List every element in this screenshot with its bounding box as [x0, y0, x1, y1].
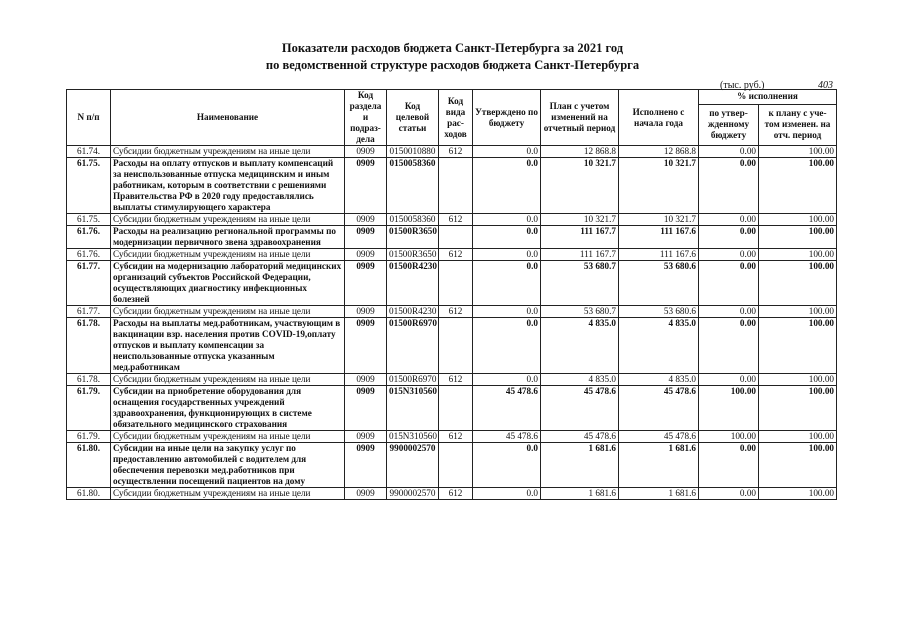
table-row [67, 374, 837, 386]
row-pct-approved: 0.00 [699, 158, 759, 214]
row-target-code: 01500R3650 [387, 249, 439, 261]
row-number: 61.76. [67, 226, 111, 249]
row-number: 61.79. [67, 386, 111, 431]
row-section-code: 0909 [345, 158, 387, 214]
row-approved: 45 478.6 [473, 431, 541, 443]
row-pct-plan: 100.00 [759, 488, 837, 500]
row-executed: 4 835.0 [619, 318, 699, 374]
row-name: Субсидии бюджетным учреждениям на иные цели [111, 488, 345, 500]
row-number: 61.80. [67, 443, 111, 488]
row-pct-approved: 100.00 [699, 431, 759, 443]
row-executed: 1 681.6 [619, 443, 699, 488]
row-pct-plan: 100.00 [759, 261, 837, 306]
row-number: 61.76. [67, 249, 111, 261]
row-pct-approved: 0.00 [699, 443, 759, 488]
row-type-code [439, 158, 473, 214]
row-section-code: 0909 [345, 374, 387, 386]
row-name: Расходы на реализацию региональной программы по модернизации первичного звена здравоохранения [111, 226, 345, 249]
row-section-code: 0909 [345, 214, 387, 226]
row-plan: 111 167.7 [541, 249, 619, 261]
header-pct-approved: по утвер-жденному бюджету [699, 104, 759, 145]
row-number: 61.78. [67, 374, 111, 386]
row-section-code: 0909 [345, 386, 387, 431]
row-pct-plan: 100.00 [759, 386, 837, 431]
row-pct-approved: 0.00 [699, 226, 759, 249]
row-section-code: 0909 [345, 261, 387, 306]
row-pct-approved: 100.00 [699, 386, 759, 431]
row-pct-approved: 0.00 [699, 374, 759, 386]
row-name: Субсидии бюджетным учреждениям на иные цели [111, 431, 345, 443]
row-pct-approved: 0.00 [699, 306, 759, 318]
row-approved: 0.0 [473, 226, 541, 249]
row-pct-approved: 0.00 [699, 249, 759, 261]
table-row [67, 318, 837, 374]
row-pct-plan: 100.00 [759, 306, 837, 318]
row-number: 61.77. [67, 261, 111, 306]
table-row [67, 386, 837, 431]
row-number: 61.78. [67, 318, 111, 374]
table-row [67, 443, 837, 488]
row-plan: 1 681.6 [541, 488, 619, 500]
row-type-code [439, 226, 473, 249]
row-type-code [439, 443, 473, 488]
row-type-code: 612 [439, 306, 473, 318]
row-section-code: 0909 [345, 431, 387, 443]
row-type-code: 612 [439, 431, 473, 443]
row-executed: 111 167.6 [619, 249, 699, 261]
row-target-code: 01500R4230 [387, 306, 439, 318]
row-executed: 111 167.6 [619, 226, 699, 249]
row-section-code: 0909 [345, 306, 387, 318]
row-executed: 45 478.6 [619, 431, 699, 443]
header-section: Код раздела и подраз-дела [345, 90, 387, 146]
row-plan: 111 167.7 [541, 226, 619, 249]
row-approved: 0.0 [473, 261, 541, 306]
row-name: Субсидии на модернизацию лабораторий медицинских организаций субъектов Российской Федерации, осуществляющих диагностику инфекционных болезней [111, 261, 345, 306]
page-number: 403 [818, 80, 833, 91]
row-pct-plan: 100.00 [759, 158, 837, 214]
row-executed: 1 681.6 [619, 488, 699, 500]
header-num: N п/п [67, 90, 111, 146]
document-subtitle: по ведомственной структуре расходов бюджета Санкт-Петербурга [265, 58, 640, 72]
row-type-code: 612 [439, 488, 473, 500]
row-pct-plan: 100.00 [759, 431, 837, 443]
document-title: Показатели расходов бюджета Санкт-Петербурга за 2021 год [281, 41, 624, 55]
row-type-code [439, 386, 473, 431]
row-executed: 4 835.0 [619, 374, 699, 386]
header-executed: Исполнено с начала года [619, 90, 699, 146]
table-row [67, 214, 837, 226]
row-plan: 53 680.7 [541, 306, 619, 318]
row-number: 61.74. [67, 146, 111, 158]
header-name: Наименование [111, 90, 345, 146]
row-name: Расходы на оплату отпусков и выплату компенсаций за неиспользованные отпуска медицинским и иным работникам, которым в соответствии с решениями Правительства РФ в 2020 году предоставлялись выплаты стимулирующего характера [111, 158, 345, 214]
row-name: Субсидии бюджетным учреждениям на иные цели [111, 306, 345, 318]
row-number: 61.77. [67, 306, 111, 318]
row-pct-plan: 100.00 [759, 249, 837, 261]
row-plan: 10 321.7 [541, 158, 619, 214]
header-approved: Утверждено по бюджету [473, 90, 541, 146]
header-plan: План с учетом изменений на отчетный период [541, 90, 619, 146]
row-name: Расходы на выплаты мед.работникам, участвующим в вакцинации взр. населения против COVID-19,оплату отпусков и выплату компенсации за неиспользованные отпуска указанным мед.работникам [111, 318, 345, 374]
table-row [67, 431, 837, 443]
header-type: Код вида рас-ходов [439, 90, 473, 146]
row-target-code: 015N310560 [387, 431, 439, 443]
row-name: Субсидии на приобретение оборудования для оснащения государственных учреждений здравоохранения, функционирующих в системе обязательного медицинского страхования [111, 386, 345, 431]
row-approved: 0.0 [473, 214, 541, 226]
row-approved: 0.0 [473, 158, 541, 214]
row-approved: 0.0 [473, 443, 541, 488]
row-target-code: 9900002570 [387, 443, 439, 488]
row-pct-plan: 100.00 [759, 443, 837, 488]
row-plan: 10 321.7 [541, 214, 619, 226]
row-plan: 45 478.6 [541, 431, 619, 443]
row-pct-approved: 0.00 [699, 146, 759, 158]
row-executed: 53 680.6 [619, 261, 699, 306]
table-row [67, 146, 837, 158]
row-target-code: 9900002570 [387, 488, 439, 500]
row-plan: 1 681.6 [541, 443, 619, 488]
row-target-code: 01500R6970 [387, 374, 439, 386]
row-pct-approved: 0.00 [699, 214, 759, 226]
units-label: (тыс. руб.) [720, 80, 765, 91]
row-pct-approved: 0.00 [699, 261, 759, 306]
row-section-code: 0909 [345, 443, 387, 488]
row-target-code: 015N310560 [387, 386, 439, 431]
row-name: Субсидии на иные цели на закупку услуг по предоставлению автомобилей с водителем для обеспечения перевозки мед.работников при осуществлении посещений пациентов на дому [111, 443, 345, 488]
table-row [67, 226, 837, 249]
row-pct-approved: 0.00 [699, 318, 759, 374]
row-plan: 4 835.0 [541, 374, 619, 386]
header-target: Код целевой статьи [387, 90, 439, 146]
row-pct-plan: 100.00 [759, 146, 837, 158]
row-approved: 0.0 [473, 318, 541, 374]
row-plan: 45 478.6 [541, 386, 619, 431]
row-target-code: 01500R4230 [387, 261, 439, 306]
row-executed: 45 478.6 [619, 386, 699, 431]
row-target-code: 01500R6970 [387, 318, 439, 374]
row-type-code [439, 261, 473, 306]
table-row [67, 249, 837, 261]
row-approved: 0.0 [473, 146, 541, 158]
row-section-code: 0909 [345, 318, 387, 374]
row-approved: 0.0 [473, 249, 541, 261]
row-executed: 53 680.6 [619, 306, 699, 318]
row-number: 61.79. [67, 431, 111, 443]
table-row [67, 261, 837, 306]
table-row [67, 488, 837, 500]
row-executed: 10 321.7 [619, 158, 699, 214]
row-executed: 12 868.8 [619, 146, 699, 158]
row-pct-plan: 100.00 [759, 226, 837, 249]
row-approved: 45 478.6 [473, 386, 541, 431]
table-body [67, 146, 837, 500]
row-type-code [439, 318, 473, 374]
row-pct-plan: 100.00 [759, 374, 837, 386]
row-name: Субсидии бюджетным учреждениям на иные цели [111, 249, 345, 261]
row-type-code: 612 [439, 249, 473, 261]
header-pct-group: % исполнения [699, 90, 837, 105]
row-plan: 4 835.0 [541, 318, 619, 374]
row-name: Субсидии бюджетным учреждениям на иные цели [111, 214, 345, 226]
row-approved: 0.0 [473, 306, 541, 318]
row-section-code: 0909 [345, 226, 387, 249]
expenditure-table [66, 89, 837, 500]
row-section-code: 0909 [345, 146, 387, 158]
row-type-code: 612 [439, 374, 473, 386]
row-plan: 53 680.7 [541, 261, 619, 306]
row-type-code: 612 [439, 214, 473, 226]
table-row [67, 158, 837, 214]
row-pct-approved: 0.00 [699, 488, 759, 500]
row-number: 61.75. [67, 214, 111, 226]
row-number: 61.80. [67, 488, 111, 500]
row-target-code: 01500R3650 [387, 226, 439, 249]
row-section-code: 0909 [345, 249, 387, 261]
row-executed: 10 321.7 [619, 214, 699, 226]
row-plan: 12 868.8 [541, 146, 619, 158]
row-pct-plan: 100.00 [759, 318, 837, 374]
row-section-code: 0909 [345, 488, 387, 500]
row-pct-plan: 100.00 [759, 214, 837, 226]
row-type-code: 612 [439, 146, 473, 158]
row-name: Субсидии бюджетным учреждениям на иные цели [111, 146, 345, 158]
row-name: Субсидии бюджетным учреждениям на иные цели [111, 374, 345, 386]
row-target-code: 0150058360 [387, 214, 439, 226]
row-target-code: 0150058360 [387, 158, 439, 214]
row-approved: 0.0 [473, 488, 541, 500]
table-row [67, 306, 837, 318]
row-approved: 0.0 [473, 374, 541, 386]
header-pct-plan: к плану с уче-том изменен. на отч. период [759, 104, 837, 145]
row-target-code: 0150010880 [387, 146, 439, 158]
row-number: 61.75. [67, 158, 111, 214]
